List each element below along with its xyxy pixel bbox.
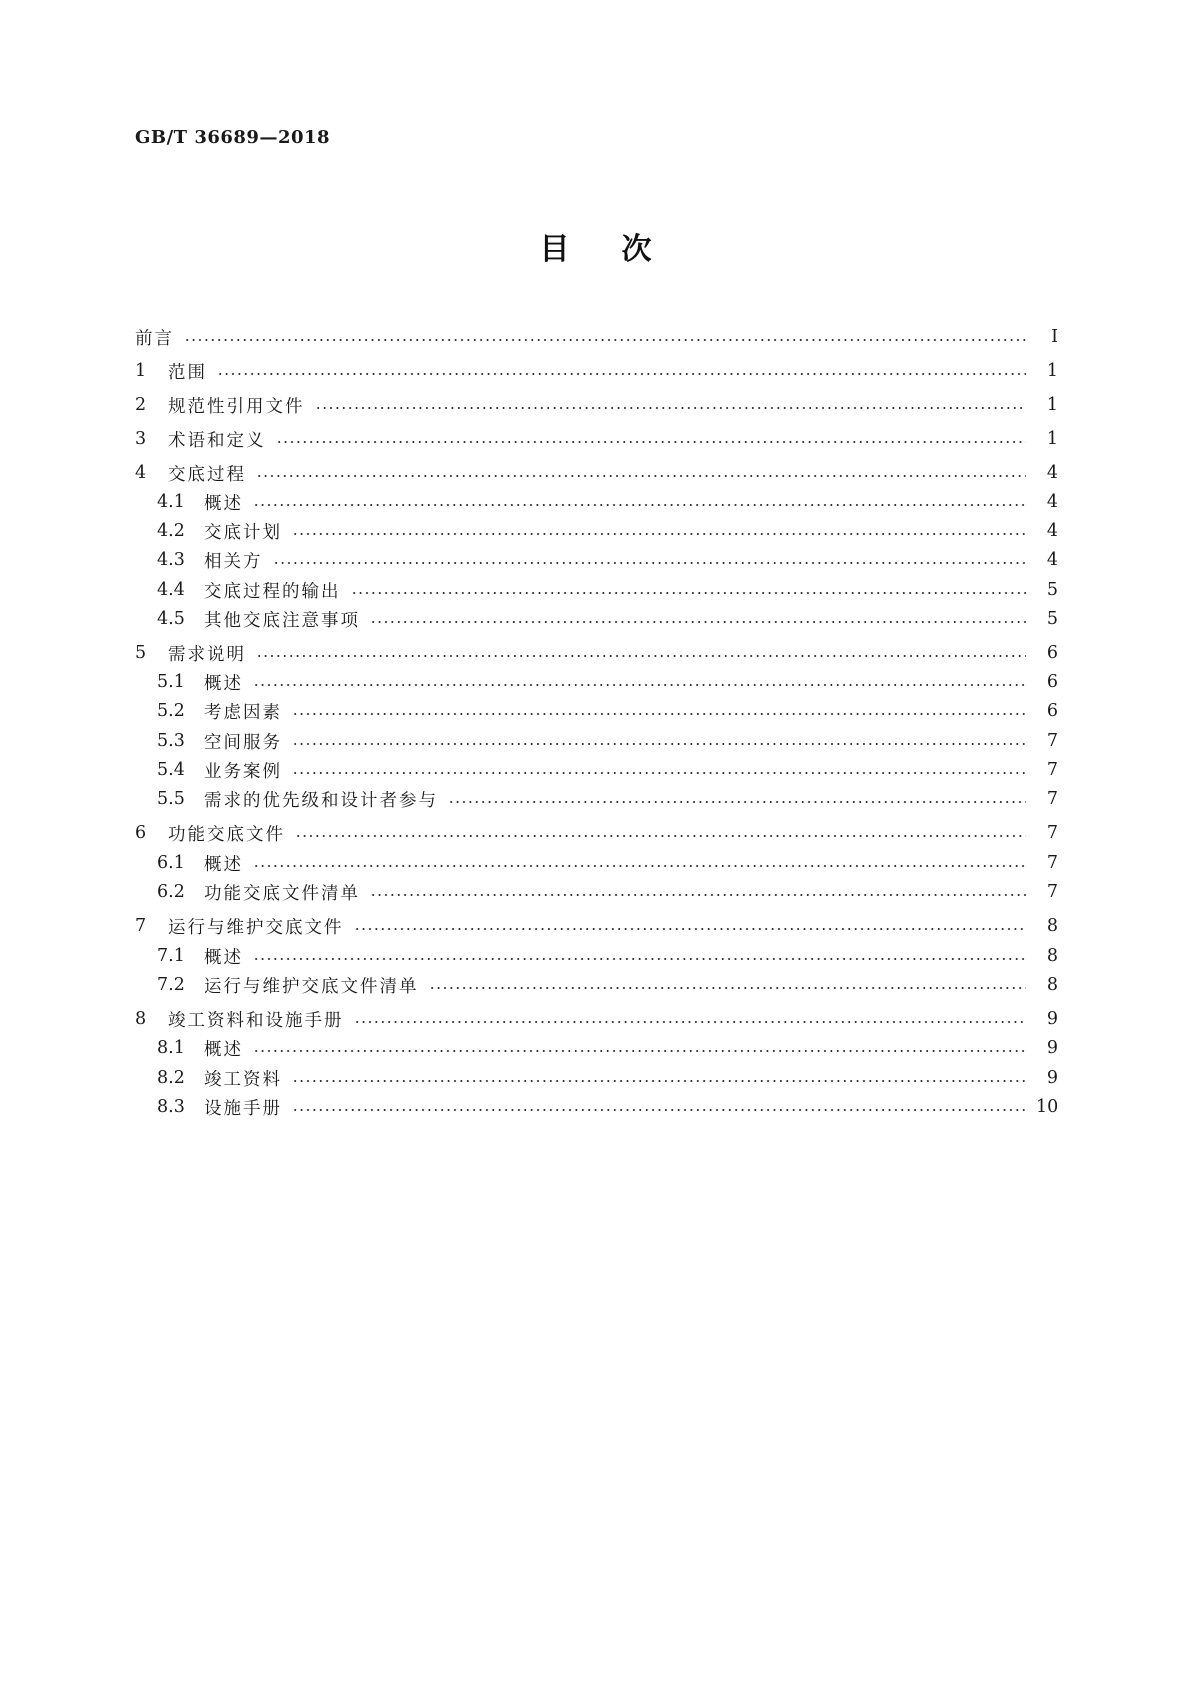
toc-entry[interactable] [135, 912, 1058, 940]
toc-entry-label: 功能交底文件 [168, 824, 285, 845]
toc-entry[interactable] [135, 819, 1058, 847]
toc-entry-page-number: 6 [1046, 672, 1058, 692]
toc-entry-label: 概述 [204, 947, 243, 968]
toc-leader-dots [295, 835, 1026, 837]
toc-entry[interactable] [135, 942, 1058, 970]
toc-entry-label: 交底过程 [168, 464, 246, 485]
toc-entry-label: 概述 [204, 1039, 243, 1060]
toc-leader-dots [292, 1080, 1026, 1082]
toc-entry[interactable] [135, 639, 1058, 667]
toc-leader-dots [292, 743, 1026, 745]
toc-entry-number: 6.2 [157, 882, 185, 902]
toc-leader-dots [276, 441, 1027, 443]
toc-leader-dots [370, 894, 1026, 896]
toc-entry[interactable] [135, 785, 1058, 813]
toc-entry[interactable] [135, 517, 1058, 545]
toc-entry-page-number: 7 [1046, 731, 1058, 751]
toc-entry-page-number: 9 [1046, 1068, 1058, 1088]
standard-code: GB/T 36689—2018 [135, 127, 331, 148]
toc-entry-number: 4.5 [157, 609, 185, 629]
toc-entry-label: 需求说明 [168, 644, 246, 665]
toc-leader-dots [354, 1021, 1027, 1023]
toc-entry-label: 交底过程的输出 [204, 581, 341, 602]
toc-leader-dots [253, 865, 1026, 867]
toc-leader-dots [253, 684, 1026, 686]
toc-entry-number: 2 [135, 395, 147, 415]
toc-leader-dots [273, 562, 1027, 564]
toc-entry-page-number: 4 [1046, 463, 1058, 483]
toc-leader-dots [253, 958, 1026, 960]
toc-leader-dots [429, 987, 1027, 989]
toc-entry[interactable] [135, 605, 1058, 633]
toc-entry-label: 概述 [204, 493, 243, 514]
toc-entry-page-number: 8 [1046, 946, 1058, 966]
toc-entry-number: 8.3 [157, 1097, 185, 1117]
toc-entry-page-number: 9 [1046, 1038, 1058, 1058]
toc-entry-page-number: 7 [1046, 823, 1058, 843]
toc-entry-page-number: 4 [1046, 492, 1058, 512]
toc-entry[interactable] [135, 878, 1058, 906]
toc-leader-dots [184, 339, 1026, 341]
toc-entry-page-number: 5 [1046, 580, 1058, 600]
toc-entry[interactable] [135, 425, 1058, 453]
toc-entry-number: 8.1 [157, 1038, 185, 1058]
toc-leader-dots [256, 475, 1026, 477]
toc-entry-number: 5.5 [157, 789, 185, 809]
toc-entry-label: 运行与维护交底文件 [168, 917, 344, 938]
toc-entry-number: 6.1 [157, 853, 185, 873]
toc-entry[interactable] [135, 1034, 1058, 1062]
toc-entry-number: 4.1 [157, 492, 185, 512]
toc-entry-label: 概述 [204, 854, 243, 875]
toc-leader-dots [370, 621, 1026, 623]
toc-leader-dots [253, 1050, 1026, 1052]
page-title: 目次 [539, 232, 704, 267]
toc-entry-number: 5.4 [157, 760, 185, 780]
toc-entry-page-number: 7 [1046, 760, 1058, 780]
toc-entry-page-number: 8 [1046, 975, 1058, 995]
toc-entry-label: 前言 [135, 328, 174, 349]
toc-entry-number: 1 [135, 361, 147, 381]
toc-entry-page-number: 4 [1046, 521, 1058, 541]
toc-entry-number: 5.3 [157, 731, 185, 751]
toc-entry-label: 设施手册 [204, 1098, 282, 1119]
toc-entry-label: 考虑因素 [204, 702, 282, 723]
toc-entry-label: 竣工资料 [204, 1069, 282, 1090]
toc-entry-label: 竣工资料和设施手册 [168, 1010, 344, 1031]
toc-entry[interactable] [135, 697, 1058, 725]
toc-entry-label: 功能交底文件清单 [204, 883, 360, 904]
toc-leader-dots [448, 801, 1026, 803]
toc-entry-page-number: 8 [1046, 916, 1058, 936]
toc-entry-number: 4.3 [157, 550, 185, 570]
toc-entry-page-number: 9 [1046, 1009, 1058, 1029]
toc-entry-page-number: 7 [1046, 882, 1058, 902]
toc-entry-label: 概述 [204, 673, 243, 694]
toc-entry-label: 空间服务 [204, 732, 282, 753]
toc-entry-page-number: 1 [1046, 395, 1058, 415]
toc-entry-number: 3 [135, 429, 147, 449]
toc-leader-dots [292, 533, 1026, 535]
toc-entry[interactable] [135, 1064, 1058, 1092]
toc-entry[interactable] [135, 849, 1058, 877]
toc-leader-dots [292, 772, 1026, 774]
toc-entry-label: 范围 [168, 362, 207, 383]
toc-entry-label: 术语和定义 [168, 430, 266, 451]
toc-leader-dots [315, 407, 1027, 409]
toc-entry[interactable] [135, 546, 1058, 574]
toc-entry[interactable] [135, 488, 1058, 516]
toc-entry-label: 业务案例 [204, 761, 282, 782]
toc-entry-number: 7 [135, 916, 147, 936]
toc-entry-page-number: 1 [1046, 429, 1058, 449]
toc-entry-label: 需求的优先级和设计者参与 [204, 790, 438, 811]
toc-entry-number: 7.1 [157, 946, 185, 966]
toc-leader-dots [217, 373, 1026, 375]
toc-leader-dots [256, 655, 1026, 657]
toc-entry-page-number: 6 [1046, 701, 1058, 721]
toc-entry[interactable] [135, 668, 1058, 696]
toc-entry-number: 4 [135, 463, 147, 483]
toc-entry-label: 其他交底注意事项 [204, 610, 360, 631]
toc-entry-number: 5.2 [157, 701, 185, 721]
toc-entry-page-number: 5 [1046, 609, 1058, 629]
toc-entry-page-number: 10 [1036, 1097, 1059, 1117]
toc-entry-number: 8 [135, 1009, 147, 1029]
toc-entry-page-number: 4 [1046, 550, 1058, 570]
toc-entry[interactable] [135, 323, 1058, 351]
toc-entry-page-number: 7 [1046, 789, 1058, 809]
toc-entry-number: 5.1 [157, 672, 185, 692]
toc-entry-page-number: 6 [1046, 643, 1058, 663]
toc-leader-dots [292, 713, 1026, 715]
toc-entry[interactable] [135, 727, 1058, 755]
toc-entry[interactable] [135, 357, 1058, 385]
toc-entry-number: 7.2 [157, 975, 185, 995]
toc-leader-dots [253, 504, 1026, 506]
toc-entry-page-number: Ⅰ [1051, 327, 1058, 347]
toc-entry-label: 运行与维护交底文件清单 [204, 976, 419, 997]
toc-entry-number: 8.2 [157, 1068, 185, 1088]
toc-leader-dots [292, 1109, 1026, 1111]
toc-entry-page-number: 1 [1046, 361, 1058, 381]
toc-entry-number: 4.2 [157, 521, 185, 541]
toc-entry-label: 交底计划 [204, 522, 282, 543]
toc-entry[interactable] [135, 1005, 1058, 1033]
toc-entry-label: 规范性引用文件 [168, 396, 305, 417]
toc-entry-number: 6 [135, 823, 147, 843]
toc-entry[interactable] [135, 971, 1058, 999]
toc-leader-dots [354, 928, 1027, 930]
toc-entry-number: 4.4 [157, 580, 185, 600]
toc-entry-label: 相关方 [204, 551, 263, 572]
toc-leader-dots [351, 592, 1027, 594]
toc-entry-number: 5 [135, 643, 147, 663]
toc-entry[interactable] [135, 1093, 1058, 1121]
toc-entry[interactable] [135, 391, 1058, 419]
toc-entry[interactable] [135, 576, 1058, 604]
toc-entry-page-number: 7 [1046, 853, 1058, 873]
toc-entry[interactable] [135, 459, 1058, 487]
toc-entry[interactable] [135, 756, 1058, 784]
